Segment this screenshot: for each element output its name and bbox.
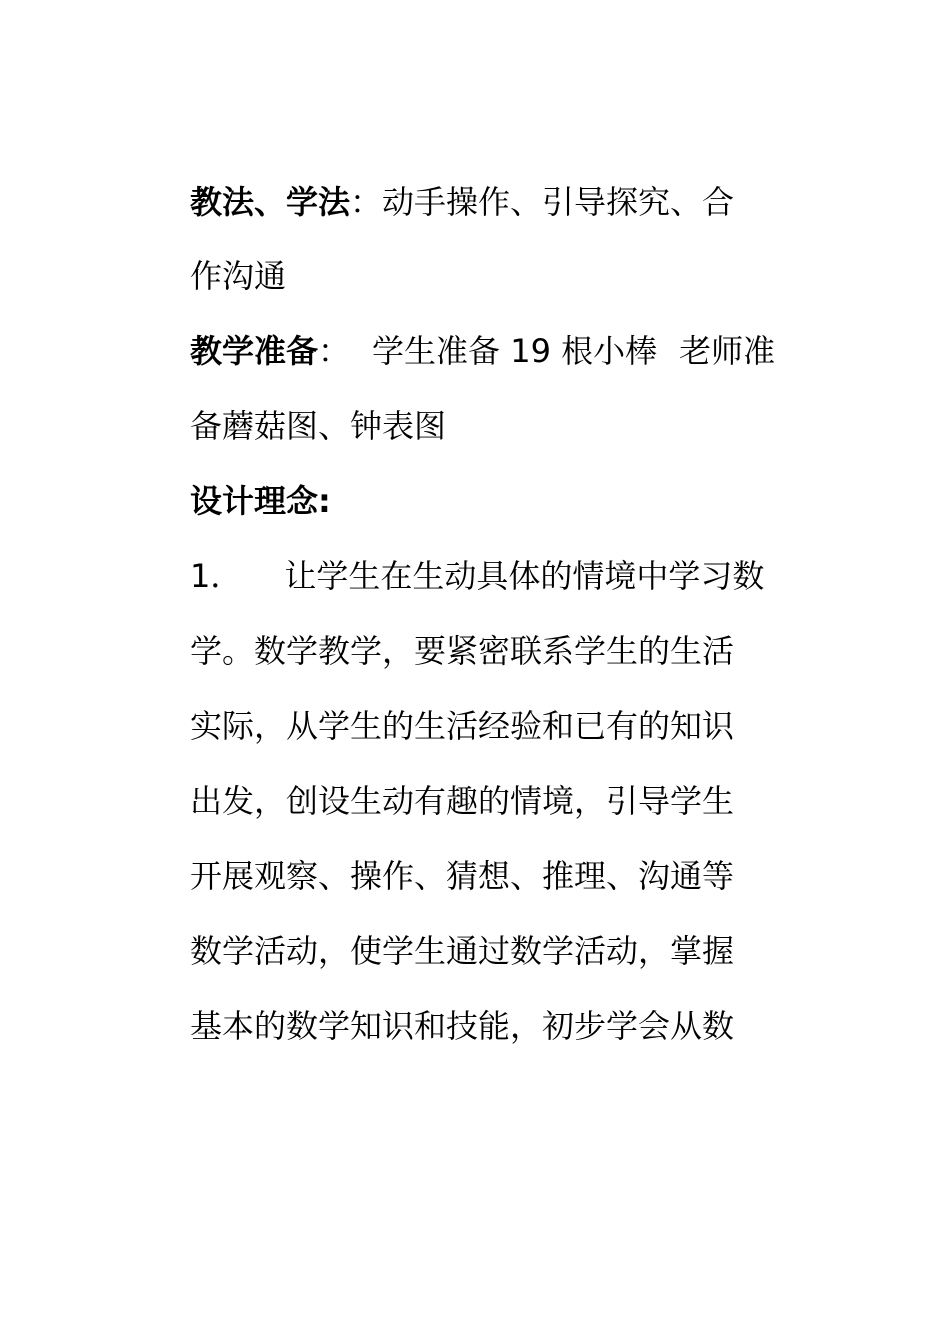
preparation-student-text: 学生准备 19 根小棒 [372, 332, 658, 370]
preparation-line-2 [190, 406, 446, 446]
methods-colon: ： [350, 183, 383, 221]
preparation-text-continued: 备蘑菇图、钟表图 [190, 407, 447, 445]
methods-label: 教法、学法 [190, 183, 351, 221]
concept-paragraph-line: 让学生在生动具体的情境中学习数 [284, 557, 765, 595]
concept-paragraph-line: 学。数学教学，要紧密联系学生的生活 [190, 632, 735, 670]
concept-item-line-1 [190, 556, 764, 596]
preparation-line-1 [190, 331, 775, 371]
concept-paragraph-line: 开展观察、操作、猜想、推理、沟通等 [190, 857, 735, 895]
methods-text-continued: 作沟通 [190, 257, 287, 295]
preparation-label: 教学准备 [190, 332, 319, 370]
methods-line-1 [190, 182, 734, 222]
concept-item-number: 1． [190, 557, 243, 595]
concept-paragraph-line: 数学活动，使学生通过数学活动，掌握 [190, 932, 735, 970]
concept-paragraph-line: 实际，从学生的生活经验和已有的知识 [190, 707, 735, 745]
preparation-teacher-text: 老师准 [679, 332, 776, 370]
concept-paragraph-line: 基本的数学知识和技能，初步学会从数 [190, 1007, 735, 1045]
methods-text: 动手操作、引导探究、合 [382, 183, 735, 221]
methods-line-2 [190, 256, 286, 296]
concept-heading: 设计理念: [190, 482, 331, 520]
preparation-colon: ： [318, 332, 351, 370]
concept-paragraph-line: 出发，创设生动有趣的情境，引导学生 [190, 782, 735, 820]
